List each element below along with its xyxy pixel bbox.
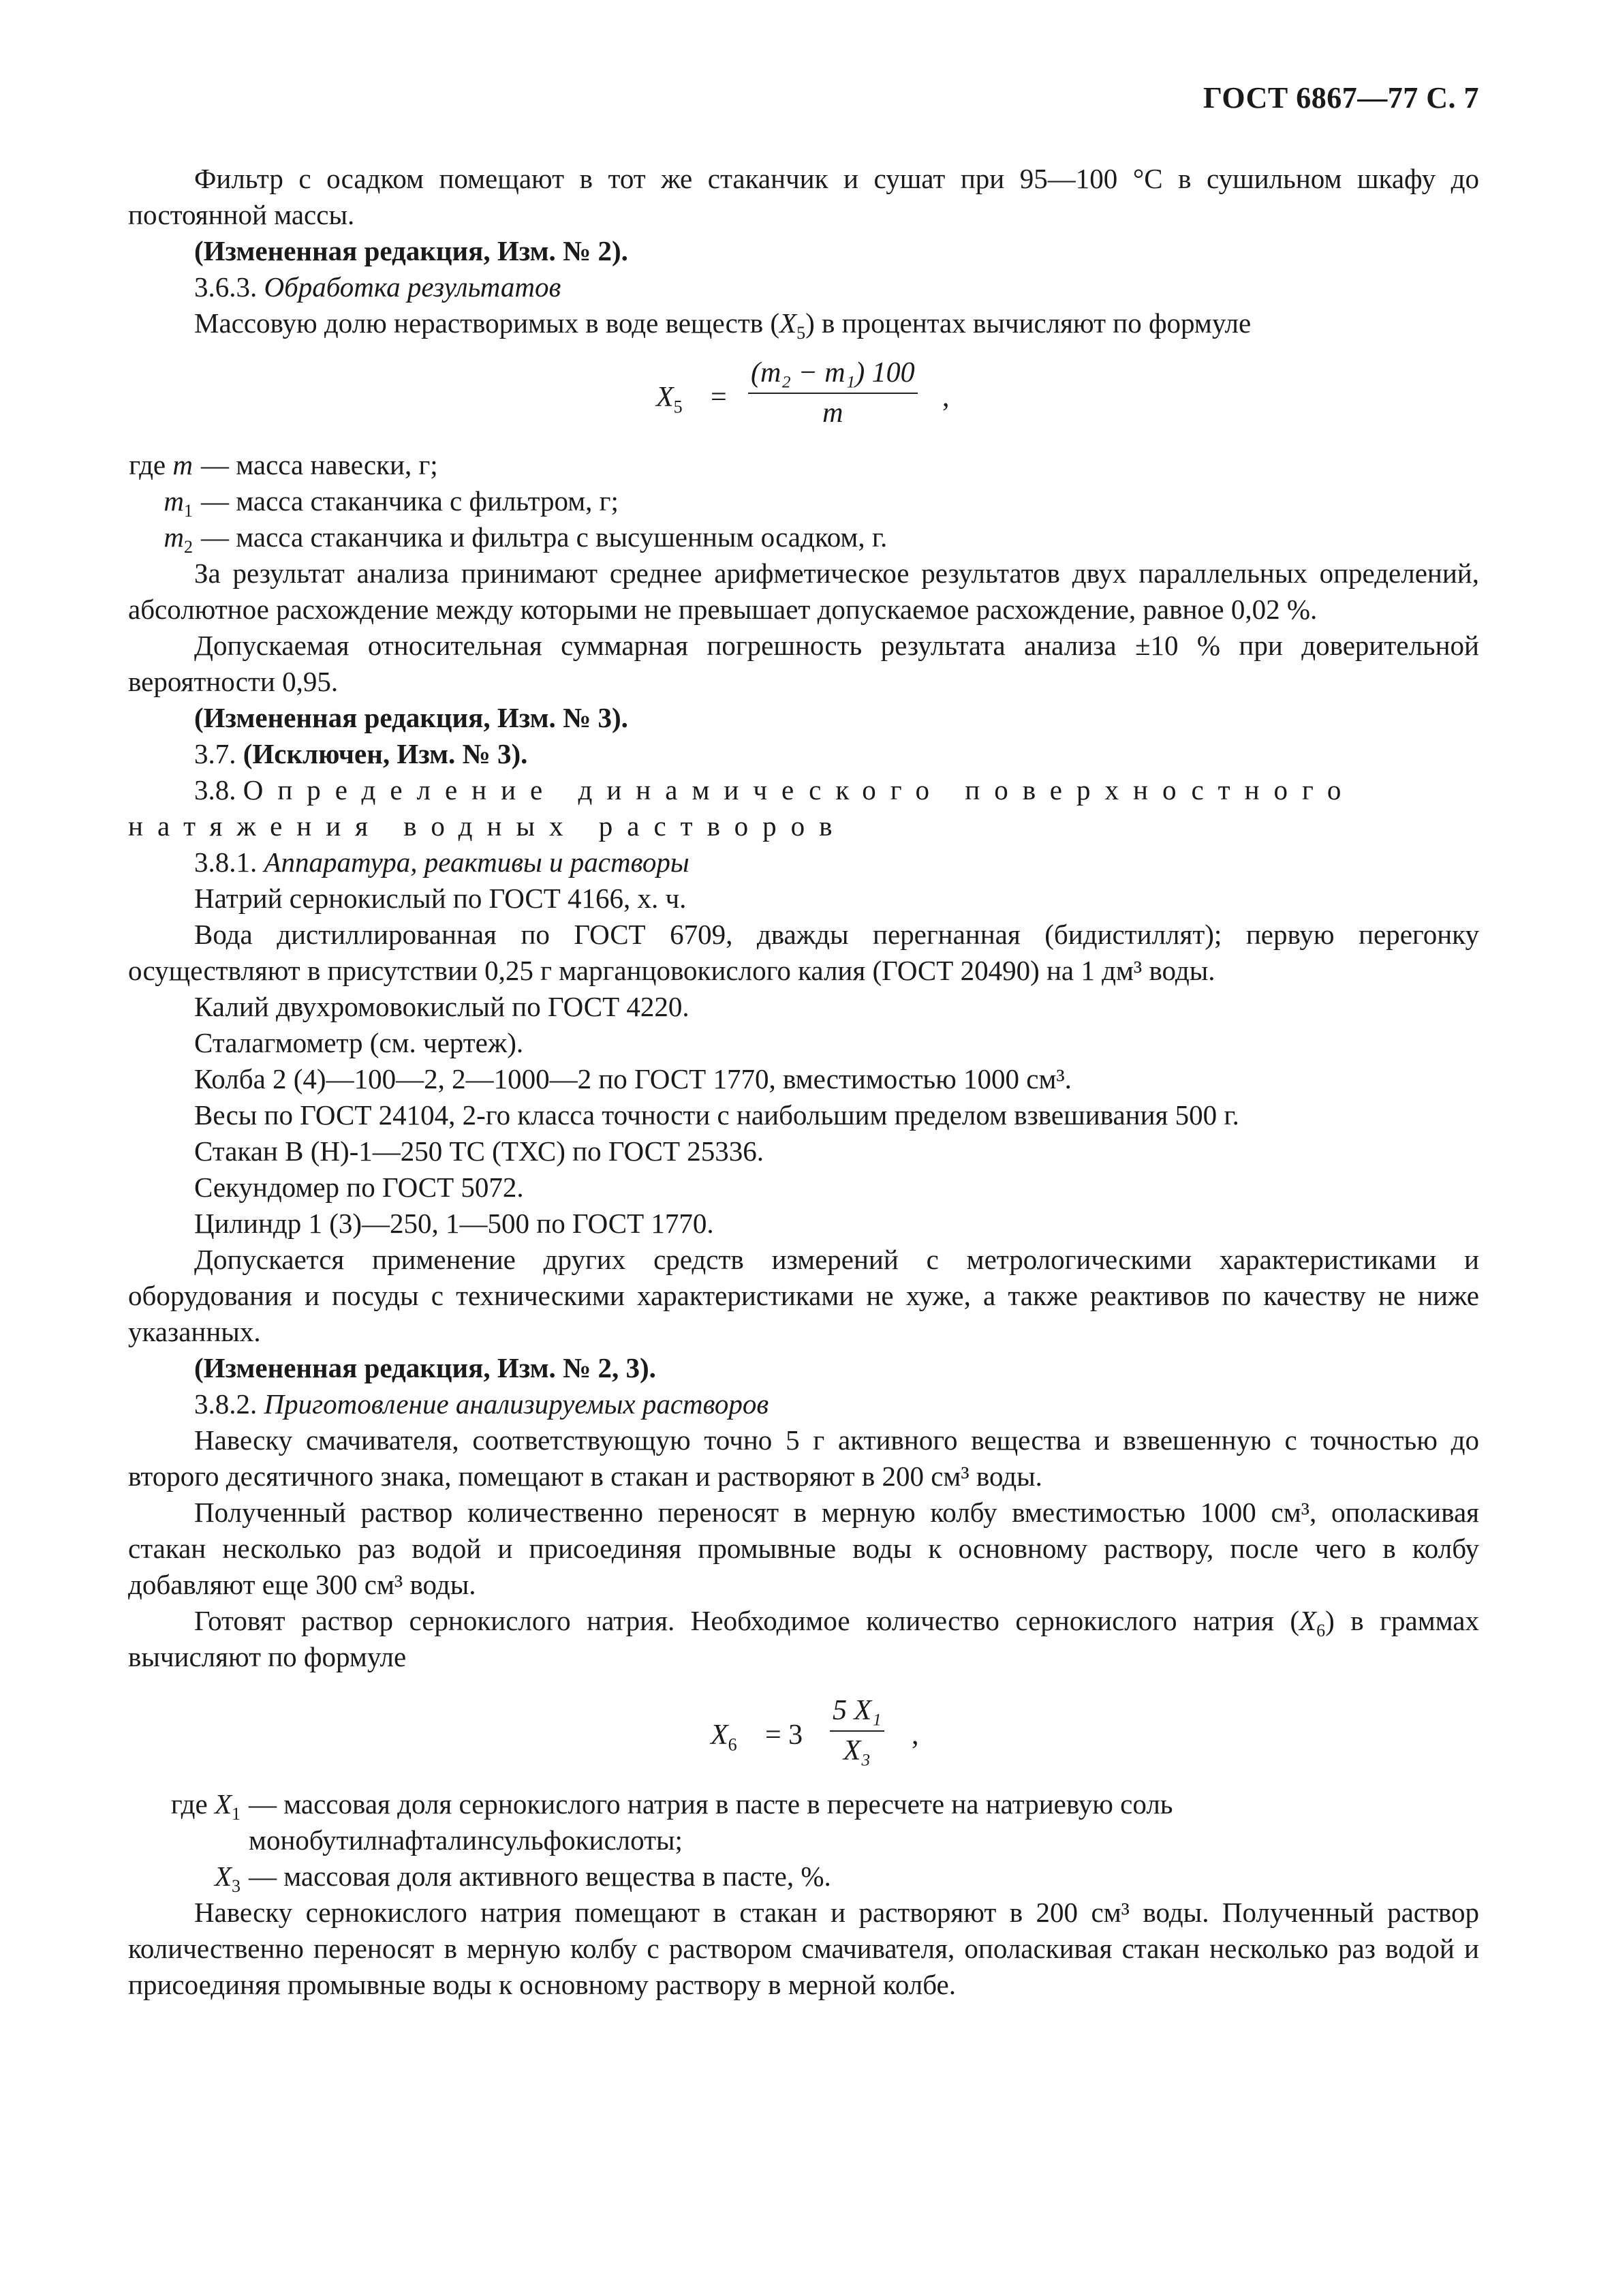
paragraph: Фильтр с осадком помещают в тот же стаканчик и сушат при 95—100 °С в сушильном шкафу до постоянной массы.: [128, 163, 1479, 230]
paragraph: Вода дистиллированная по ГОСТ 6709, дважды перегнанная (бидистиллят); первую перегонку осуществляют в присутствии 0,25 г марганцовокислого калия (ГОСТ 20490) на 1 дм³ воды.: [128, 919, 1479, 986]
formula-equals: =: [711, 382, 727, 413]
paragraph: Допускаемая относительная суммарная погрешность результата анализа ±10 % при доверительной вероятности 0,95.: [128, 630, 1479, 697]
paragraph: Колба 2 (4)—100—2, 2—1000—2 по ГОСТ 1770, вместимостью 1000 см³.: [194, 1063, 1072, 1095]
section-heading: 3.8. Определение динамического поверхностного натяжения водных растворов: [128, 774, 1356, 842]
document-body: [128, 161, 1479, 2003]
paragraph: Сталагмометр (см. чертеж).: [194, 1027, 524, 1058]
paragraph: Секундомер по ГОСТ 5072.: [194, 1172, 524, 1203]
section-heading: 3.8.2. Приготовление анализируемых растворов: [194, 1388, 769, 1420]
definition-row: $m_2$ — масса стаканчика и фильтра с высушенным осадком, г.: [164, 521, 888, 557]
section-heading: 3.6.3. Обработка результатов: [194, 271, 561, 303]
revision-note: (Измененная редакция, Изм. № 3).: [194, 702, 628, 733]
paragraph: Готовят раствор сернокислого натрия. Необходимое количество сернокислого натрия $(X_6)$ в граммах вычисляют по формуле: [128, 1605, 1479, 1672]
formula-lhs: $X_6$: [711, 1719, 737, 1755]
revision-note: (Измененная редакция, Изм. № 2).: [194, 235, 628, 266]
formula-fraction: $\frac{\text{(m₂ − m₁) 100}}{m}$: [748, 355, 918, 431]
paragraph: Навеску сернокислого натрия помещают в стакан и растворяют в 200 см³ воды. Полученный раствор количественно переносят в мерную колбу с раствором смачивателя, ополаскивая стакан несколько раз водой и присоединяя промывные воды к основному раствору в мерной колбе.: [128, 1897, 1479, 2000]
formula-equals: = 3: [765, 1719, 803, 1751]
section-heading: 3.7. (Исключен, Изм. № 3).: [194, 738, 528, 769]
paragraph: Допускается применение других средств измерений с метрологическими характеристиками и оборудования и посуды с техническими характеристиками не хуже, а также реактивов по качеству не ниже указанных.: [128, 1244, 1479, 1347]
revision-note: (Измененная редакция, Изм. № 2, 3).: [194, 1352, 656, 1383]
formula-x5: $X_5$ = $\frac{\text{(m₂ − m₁) 100}}{m}$ ,: [128, 341, 1479, 447]
formula-fraction: $\frac{\text{5 X₁}}{\text{X₃}}$: [830, 1693, 884, 1769]
paragraph: Полученный раствор количественно переносят в мерную колбу вместимостью 1000 см³, ополаскивая стакан несколько раз водой и присоединяя промывные воды к основному раствору, после чего в колбу добавляют еще 300 см³ воды.: [128, 1497, 1479, 1600]
paragraph: Калий двухромовокислый по ГОСТ 4220.: [194, 991, 689, 1022]
paragraph: Массовую долю нерастворимых в воде веществ $(X_5)$ в процентах вычисляют по формуле: [194, 307, 1252, 343]
paragraph: Навеску смачивателя, соответствующую точно 5 г активного вещества и взвешенную с точностью до второго десятичного знака, помещают в стакан и растворяют в 200 см³ воды.: [128, 1424, 1479, 1492]
paragraph: За результат анализа принимают среднее арифметическое результатов двух параллельных определений, абсолютное расхождение между которыми не превышает допускаемое расхождение, равное 0,02 %.: [128, 557, 1479, 625]
section-heading: 3.8.1. Аппаратура, реактивы и растворы: [194, 846, 689, 878]
definition-row: где m — масса навески, г;: [129, 449, 438, 480]
paragraph: Цилиндр 1 (3)—250, 1—500 по ГОСТ 1770.: [194, 1208, 714, 1239]
paragraph: Весы по ГОСТ 24104, 2-го класса точности с наибольшим пределом взвешивания 500 г.: [194, 1099, 1239, 1131]
formula-x6: $X_6$ = 3 $\frac{\text{5 X₁}}{\text{X₃}}$ ,: [128, 1675, 1479, 1786]
definition-row: $m_1$ — масса стаканчика с фильтром, г;: [164, 485, 619, 521]
definition-row: $X_3$ — массовая доля активного вещества в пасте, %.: [214, 1861, 831, 1897]
definition-row: где $X_1$ — массовая доля сернокислого натрия в пасте в пересчете на натриевую соль монобутилнафталинсульфокислоты;: [170, 1788, 1173, 1856]
page-header: ГОСТ 6867—77 С. 7: [1203, 81, 1479, 114]
formula-lhs: $X_5$: [656, 382, 683, 417]
paragraph: Стакан В (Н)-1—250 ТС (ТХС) по ГОСТ 25336.: [194, 1135, 764, 1167]
paragraph: Натрий сернокислый по ГОСТ 4166, х. ч.: [194, 883, 687, 914]
